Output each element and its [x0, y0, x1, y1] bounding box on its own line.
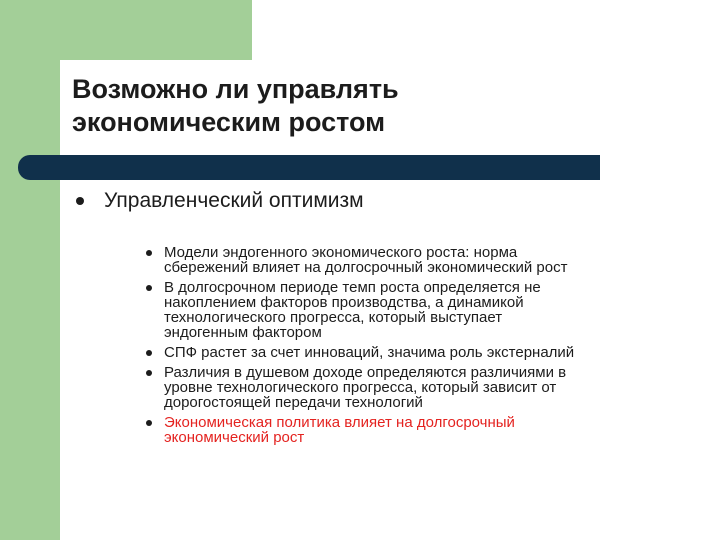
- sub-bullet-5-line-1: Экономическая политика влияет на долгосрочный: [164, 414, 515, 431]
- main-bullet-item: [76, 188, 676, 214]
- sub-bullet-1-line-2: сбережений влияет на долгосрочный экономический рост: [164, 259, 568, 276]
- sub-bullet-item-3: [146, 345, 666, 360]
- bullet-icon: [146, 285, 152, 291]
- bullet-icon: [146, 350, 152, 356]
- sub-bullet-4-line-1: Различия в душевом доходе определяются различиями в: [164, 364, 567, 381]
- title-underline-bar: [18, 155, 600, 180]
- sub-bullet-2-line-3: технологического прогресса, который выступает: [164, 309, 503, 326]
- sub-bullet-item-5: [146, 415, 666, 445]
- sub-bullet-4-line-2: уровне технологического прогресса, который зависит от: [164, 379, 557, 396]
- sub-bullet-5-line-2: экономический рост: [164, 429, 305, 446]
- bullet-icon: [76, 197, 84, 205]
- sub-bullet-2-line-1: В долгосрочном периоде темп роста определяется не: [164, 279, 541, 296]
- bullet-icon: [146, 250, 152, 256]
- sub-bullet-4-line-3: дорогостоящей передачи технологий: [164, 394, 423, 411]
- slide-title-line-2: экономическим ростом: [72, 107, 386, 137]
- sub-bullet-2-line-2: накоплением факторов производства, а динамикой: [164, 294, 524, 311]
- sub-bullet-1-line-1: Модели эндогенного экономического роста: норма: [164, 244, 518, 261]
- sub-bullet-item-1: [146, 245, 666, 275]
- sub-bullet-list: [146, 245, 666, 450]
- bullet-icon: [146, 370, 152, 376]
- bullet-icon: [146, 420, 152, 426]
- slide-title: [72, 73, 632, 139]
- slide-title-line-1: Возможно ли управлять: [72, 74, 399, 104]
- main-bullet-text: Управленческий оптимизм: [104, 189, 364, 212]
- main-bullet-list: [76, 188, 676, 214]
- sub-bullet-item-2: [146, 280, 666, 340]
- sub-bullet-2-line-4: эндогенным фактором: [164, 324, 322, 341]
- sub-bullet-3-line-1: СПФ растет за счет инноваций, значима роль экстерналий: [164, 344, 575, 361]
- green-left-band: [0, 0, 60, 540]
- sub-bullet-item-4: [146, 365, 666, 410]
- green-top-band: [0, 0, 252, 60]
